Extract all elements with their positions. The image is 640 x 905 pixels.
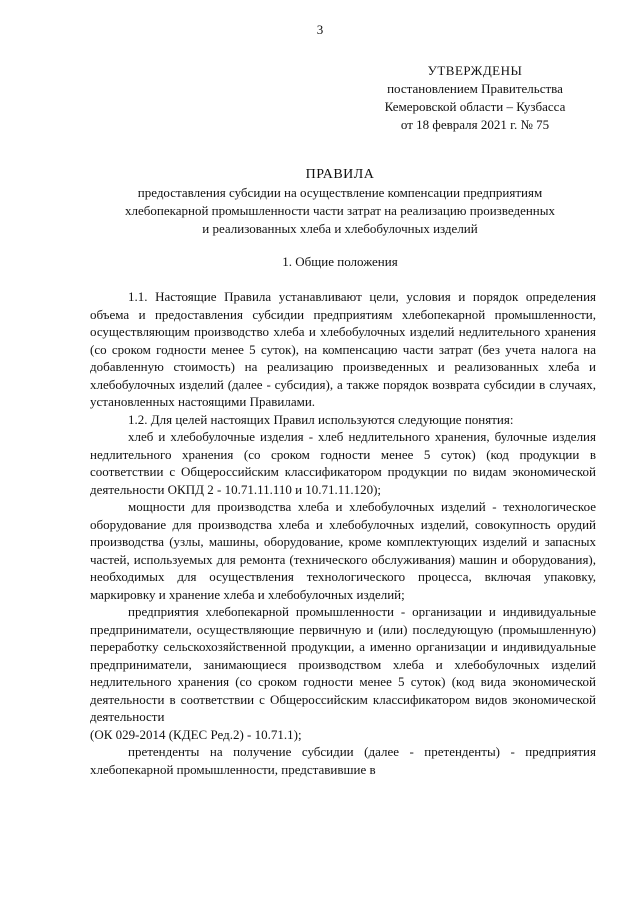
approval-line: постановлением Правительства	[387, 81, 563, 96]
paragraph: хлеб и хлебобулочные изделия - хлеб недлительного хранения, булочные изделия недлительного хранения (со сроком годности менее 5 суток) (код продукции в соответствии с Общероссийским классификатором продукции по видам экономической деятельности ОКПД 2 - 10.71.11.110 и 10.71.11.120);	[90, 429, 596, 497]
approval-line: Кемеровской области – Кузбасса	[384, 99, 566, 114]
paragraph: претенденты на получение субсидии (далее - претенденты) - предприятия хлебопекарной промышленности, представившие в	[90, 744, 596, 777]
page-number: 3	[316, 22, 324, 37]
approval-title: УТВЕРЖДЕНЫ	[427, 63, 523, 78]
approval-line: от 18 февраля 2021 г. № 75	[400, 117, 550, 132]
paragraph: предприятия хлебопекарной промышленности - организации и индивидуальные предприниматели, осуществляющие первичную и (или) последующую (промышленную) переработку сельскохозяйственной продукции, а именно организации и индивидуальные предприниматели, занимающиеся производством хлеба и хлебобулочных изделий недлительного хранения (со сроком годности менее 5 суток) (код вида экономической деятельности в соответствии с Общероссийским классификатором видов экономической деятельности	[90, 604, 596, 724]
section-title: 1. Общие положения	[282, 254, 398, 269]
paragraph: 1.1. Настоящие Правила устанавливают цели, условия и порядок определения объема и предоставления субсидии предприятиям хлебопекарной промышленности, осуществляющим производство хлеба и хлебобулочных изделий недлительного хранения (со сроком годности менее 5 суток), на компенсацию части затрат (без учета налога на добавленную стоимость) на реализацию произведенных и реализованных хлеба и хлебобулочных изделий (далее - субсидия), а также порядок возврата субсидии в случаях, установленных настоящими Правилами.	[90, 289, 596, 409]
rules-subtitle-line: и реализованных хлеба и хлебобулочных изделий	[202, 221, 478, 236]
rules-title: ПРАВИЛА	[305, 167, 375, 182]
body-text	[90, 288, 596, 778]
rules-subtitle-line: предоставления субсидии на осуществление компенсации предприятиям	[137, 185, 543, 200]
paragraph: 1.2. Для целей настоящих Правил используются следующие понятия:	[128, 411, 514, 427]
approval-stamp	[365, 62, 585, 134]
rules-subtitle-line: хлебопекарной промышленности части затрат на реализацию произведенных	[125, 203, 555, 218]
paragraph: (ОК 029-2014 (КДЕС Ред.2) - 10.71.1);	[90, 726, 302, 742]
rules-header	[80, 166, 600, 238]
paragraph: мощности для производства хлеба и хлебобулочных изделий - технологическое оборудование для производства хлеба и хлебобулочных изделий, совокупность орудий производства (узлы, машины, оборудование, кроме комплектующих изделий и запасных частей, используемых для ремонта (технического обслуживания) машин и оборудования), необходимых для осуществления технологического процесса, включая упаковку, маркировку и хранение хлеба и хлебобулочных изделий;	[90, 499, 596, 602]
